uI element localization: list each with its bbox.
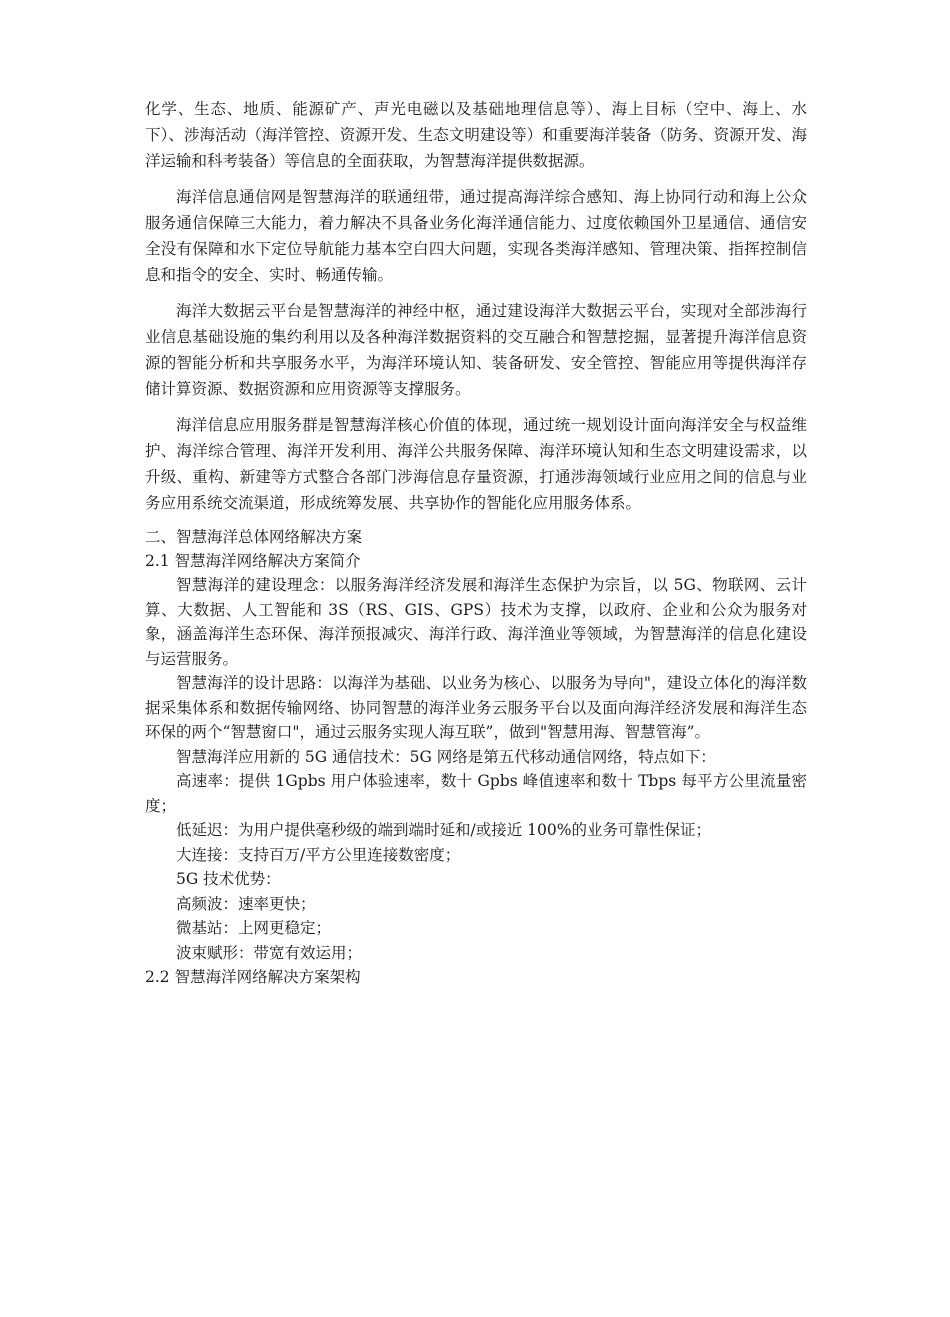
paragraph-application-services: 海洋信息应用服务群是智慧海洋核心价值的体现，通过统一规划设计面向海洋安全与权益维护、海洋综合管理、海洋开发利用、海洋公共服务保障、海洋环境认知和生态文明建设需求，以升级、重构、新建等方式整合各部门涉海信息存量资源，打通涉海领域行业应用之间的信息与业务应用系统交流渠道，形成统筹发展、共享协作的智能化应用服务体系。 [145,416,807,512]
section-heading: 二、智慧海洋总体网络解决方案 [145,528,363,546]
document-page [145,96,807,989]
paragraph-communication-network: 海洋信息通信网是智慧海洋的联通纽带，通过提高海洋综合感知、海上协同行动和海上公众服务通信保障三大能力，着力解决不具备业务化海洋通信能力、过度依赖国外卫星通信、通信安全没有保障和水下定位导航能力基本空白四大问题，实现各类海洋感知、管理决策、指挥控制信息和指令的安全、实时、畅通传输。 [145,188,807,284]
paragraph-design-idea: 智慧海洋的设计思路：以海洋为基础、以业务为核心、以服务为导向"，建设立体化的海洋数据采集体系和数据传输网络、协同智慧的海洋业务云服务平台以及面向海洋经济发展和海洋生态环保的两个“智慧窗口"，通过云服务实现人海互联”，做到"智慧用海、智慧管海”。 [145,674,807,741]
list-item-high-speed: 高速率：提供 1Gpbs 用户体验速率，数十 Gpbs 峰值速率和数十 Tbps 每平方公里流量密度； [145,772,807,815]
paragraph-construction-concept: 智慧海洋的建设理念：以服务海洋经济发展和海洋生态保护为宗旨，以 5G、物联网、云计算、大数据、人工智能和 3S（RS、GIS、GPS）技术为支撑，以政府、企业和公众为服务对象，涵盖海洋生态环保、海洋预报减灾、海洋行政、海洋渔业等领域，为智慧海洋的信息化建设与运营服务。 [145,576,807,668]
subsection-heading-2-1: 2.1 智慧海洋网络解决方案简介 [145,552,361,570]
list-item-massive-connection: 大连接：支持百万/平方公里连接数密度； [176,845,461,864]
subsection-heading-2-2: 2.2 智慧海洋网络解决方案架构 [145,968,361,986]
list-heading-5g-advantages: 5G 技术优势： [176,870,281,888]
list-item-micro-base-station: 微基站：上网更稳定； [176,919,332,937]
list-item-low-latency: 低延迟：为用户提供毫秒级的端到端时延和/或接近 100%的业务可靠性保证； [176,821,711,839]
paragraph-data-sources: 化学、生态、地质、能源矿产、声光电磁以及基础地理信息等）、海上目标（空中、海上、水下）、涉海活动（海洋管控、资源开发、生态文明建设等）和重要海洋装备（防务、资源开发、海洋运输和科考装备）等信息的全面获取，为智慧海洋提供数据源。 [145,100,807,170]
paragraph-big-data-cloud: 海洋大数据云平台是智慧海洋的神经中枢，通过建设海洋大数据云平台，实现对全部涉海行业信息基础设施的集约利用以及各种海洋数据资料的交互融合和智慧挖掘，显著提升海洋信息资源的智能分析和共享服务水平，为海洋环境认知、装备研发、安全管控、智能应用等提供海洋存储计算资源、数据资源和应用资源等支撑服务。 [145,302,807,398]
list-item-high-frequency: 高频波：速率更快； [176,894,316,913]
paragraph-5g-intro: 智慧海洋应用新的 5G 通信技术：5G 网络是第五代移动通信网络，特点如下： [176,747,716,766]
list-item-beamforming: 波束赋形：带宽有效运用； [176,943,363,962]
